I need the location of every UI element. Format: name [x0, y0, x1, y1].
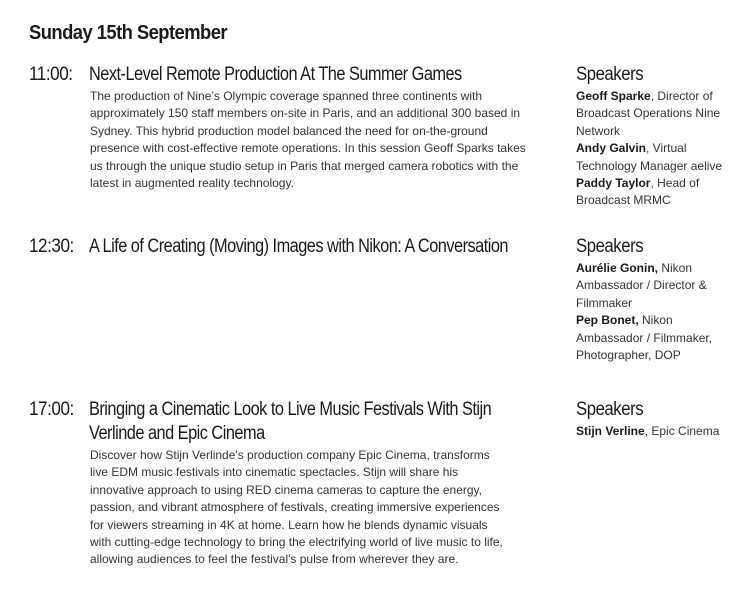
day-title: Sunday 15th September [29, 22, 228, 44]
session-title: Bringing a Cinematic Look to Live Music Festivals With Stijn Verlinde and Epic Cinema [89, 399, 492, 444]
speaker-name: Pep Bonet, [576, 313, 639, 328]
speakers-heading: Speakers [576, 236, 644, 257]
speaker-item [576, 312, 716, 364]
speakers-heading: Speakers [576, 399, 644, 420]
speaker-item [576, 423, 746, 440]
speaker-item [576, 140, 731, 175]
speaker-item [576, 88, 731, 140]
speaker-role: Nikon Ambassador / Director & Filmmaker [576, 261, 707, 310]
speaker-role: , Virtual Technology Manager aelive [576, 141, 723, 173]
speaker-role: , Director of Broadcast Operations Nine Network [576, 89, 721, 138]
speaker-name: Paddy Taylor [576, 176, 651, 191]
speakers-heading: Speakers [576, 64, 644, 85]
speaker-role: , Head of Broadcast MRMC [576, 176, 700, 208]
session-title: A Life of Creating (Moving) Images with Nikon: A Conversation [89, 236, 509, 257]
session-time: 12:30: [29, 236, 74, 257]
speaker-name: Aurélie Gonin, [576, 261, 659, 275]
session-title: Next-Level Remote Production At The Summer Games [89, 64, 462, 85]
speaker-role: , Epic Cinema [644, 424, 720, 438]
speaker-list [576, 88, 731, 210]
speaker-item [576, 175, 731, 210]
session-time: 17:00: [29, 399, 74, 420]
speaker-list [576, 423, 746, 440]
speaker-name: Stijn Verline [576, 424, 645, 438]
speaker-item [576, 260, 716, 312]
session-description: Discover how Stijn Verlinde's production company Epic Cinema, transforms live EDM music festivals into cinematic spectacles. Stijn will share his innovative approach to using RED cinema cameras to capture the energy, passion, and vibrant atmosphere of festivals, creating immersive experiences for viewers streaming in 4K at home. Learn how he blends dynamic visuals with cutting-edge technology to bring the electrifying world of live music to life, allowing audiences to feel the festival's pulse from wherever they are. [90, 448, 503, 567]
speaker-role: Nikon Ambassador / Filmmaker, Photographer, DOP [576, 313, 713, 363]
speaker-name: Geoff Sparke [576, 89, 651, 103]
session-time: 11:00: [29, 64, 73, 85]
session-description: The production of Nine’s Olympic coverage spanned three continents with approximately 150 staff members on-site in Paris, and an additional 300 based in Sydney. This hybrid production model balanced the need for on-the-ground presence with cost-effective remote operations. In this session Geoff Sparks takes us through the unique studio setup in Paris that merged camera robotics with the latest in augmented reality technology. [90, 89, 526, 191]
speaker-list [576, 260, 716, 364]
speaker-name: Andy Galvin [576, 141, 647, 156]
